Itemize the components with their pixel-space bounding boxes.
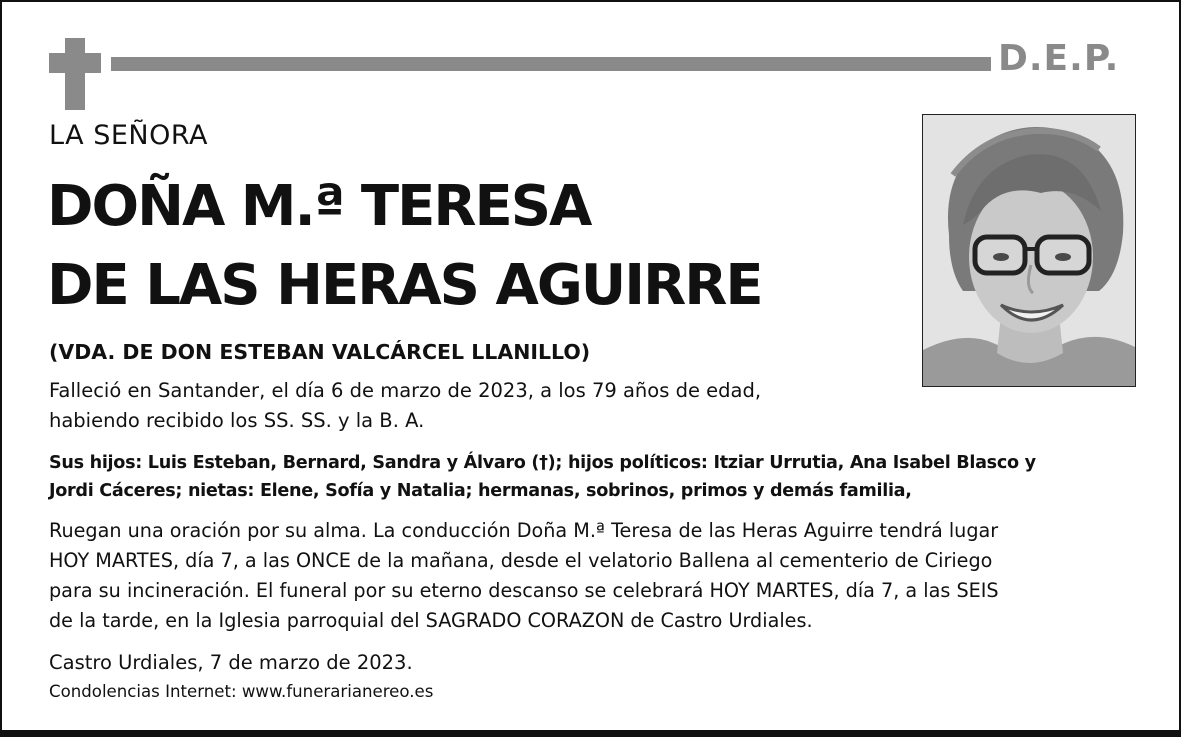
deceased-photo xyxy=(922,114,1136,387)
cross-icon-arm xyxy=(49,53,101,73)
cross-icon xyxy=(65,38,85,110)
bottom-divider xyxy=(2,730,1179,735)
ceremony-line: para su incineración. El funeral por su eterno descanso se celebrará HOY MARTES, día 7, a las SEIS xyxy=(49,579,999,602)
ceremony-line: HOY MARTES, día 7, a las ONCE de la mañana, desde el velatorio Ballena al cementerio de Ciriego xyxy=(49,549,993,572)
death-notice-line: Falleció en Santander, el día 6 de marzo de 2023, a los 79 años de edad, xyxy=(49,379,762,402)
dep-label: D.E.P. xyxy=(998,38,1120,79)
ceremony-line: de la tarde, en la Iglesia parroquial del SAGRADO CORAZON de Castro Urdiales. xyxy=(49,609,813,632)
widow-note: (VDA. DE DON ESTEBAN VALCÁRCEL LLANILLO) xyxy=(49,340,591,364)
title-prefix: LA SEÑORA xyxy=(49,120,208,151)
deceased-name-line-2: DE LAS HERAS AGUIRRE xyxy=(47,253,762,318)
header-divider xyxy=(111,57,991,71)
condolences-website: Condolencias Internet: www.funerarianereo.es xyxy=(49,682,434,701)
death-notice xyxy=(49,376,761,436)
deceased-name-line-1: DOÑA M.ª TERESA xyxy=(47,174,591,239)
death-notice-line: habiendo recibido los SS. SS. y la B. A. xyxy=(49,409,425,432)
family-list-line: Sus hijos: Luis Esteban, Bernard, Sandra y Álvaro (†); hijos políticos: Itziar Urrutia, Ana Isabel Blasco y xyxy=(49,453,1036,473)
ceremony-line: Ruegan una oración por su alma. La conducción Doña M.ª Teresa de las Heras Aguirre tendrá lugar xyxy=(49,519,999,542)
ceremony-details xyxy=(49,516,999,636)
family-list xyxy=(49,449,1036,505)
place-date: Castro Urdiales, 7 de marzo de 2023. xyxy=(49,651,413,674)
family-list-line: Jordi Cáceres; nietas: Elene, Sofía y Natalia; hermanas, sobrinos, primos y demás familia, xyxy=(49,481,912,501)
